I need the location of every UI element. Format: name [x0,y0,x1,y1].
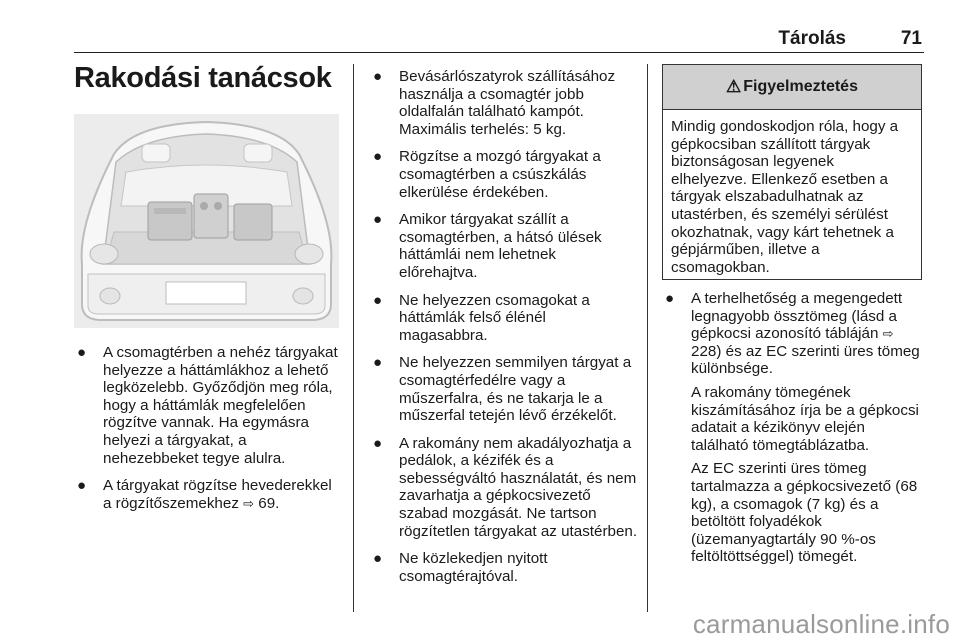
list-item-text: Ne helyezzen csomagokat a háttámlák felső élénél magasabbra. [399,291,590,344]
bullet-dot: ● [373,550,383,568]
list-item-text [691,290,924,378]
column-divider-right [647,64,648,612]
list-item [74,477,342,512]
list-item [370,292,638,345]
list-item [74,344,342,467]
bullet-dot: ● [373,434,383,452]
bullet-dot: ● [373,211,383,229]
bullet-dot: ● [77,344,87,361]
car-trunk-drawing [74,114,339,328]
right-bullet-list [662,290,924,576]
bullet-dot: ● [77,477,87,495]
page-title: Rakodási tanácsok [74,62,332,94]
page-reference: 228 [691,342,717,360]
list-item-text: Ne helyezzen semmilyen tárgyat a csomagtérfedélre vagy a műszerfalra, és ne takarja le a műszerfal tetején lévő érzékelőt. [399,354,632,425]
page-number: 71 [900,28,922,49]
bullet-dot: ● [373,354,383,372]
list-item-text: A tárgyakat rögzítse hevederekkel a rögzítőszemekhez [103,477,332,512]
list-item [662,290,924,566]
column-divider-left [353,64,354,612]
list-item-text: Amikor tárgyakat szállít a csomagtérben, a hátsó ülések háttámlái nem lehetnek előrehajtva. [399,211,602,281]
list-item-text: Ne közlekedjen nyitott csomagtérajtóval. [399,550,548,585]
left-bullet-list [74,344,342,522]
section-title: Tárolás [778,28,846,49]
load-calculation-paragraph: A rakomány tömegének kiszámításához írja be a gépkocsi adatait a kézikönyv elején található tömegtáblázatba. [691,383,919,454]
list-item-text: Bevásárlószatyrok szállításához használja a csomagtér jobb oldalfalán található kampót. Maximális terhelés: 5 kg. [399,68,616,138]
list-item [370,148,638,201]
bullet-dot: ● [373,148,383,166]
watermark: carmanualsonline.info [692,609,950,639]
page-header [74,28,924,53]
page-reference-icon: ⇨ [243,495,255,511]
bullet-dot: ● [373,291,383,309]
load-capacity-text: A terhelhetőség a megengedett legnagyobb össztömeg (lásd a gépkocsi azonosító tábláján [691,290,903,343]
page-reference: 69. [258,494,280,512]
list-item-text: A csomagtérben a nehéz tárgyakat helyezze a háttámlákhoz a lehető legközelebb. Győződjön meg róla, hogy a háttámlák megfelelően rögzítve vannak. Ha egymásra helyezi a tárgyakat, a nehezebbeket tegye alulra. [103,344,338,467]
load-capacity-text-end: ) és az EC szerinti üres tömeg különbsége. [691,342,920,378]
middle-bullet-list [370,68,638,595]
list-item [370,435,638,541]
list-item [370,211,638,281]
list-item [370,550,638,585]
ec-kerb-weight-paragraph: Az EC szerinti üres tömeg tartalmazza a gépkocsivezető (68 kg), a csomagok (7 kg) és a betöltött folyadékok (üzemanyagtartály 90 %-os feltöltöttséggel) tömegét. [691,460,918,566]
warning-body: Mindig gondoskodjon róla, hogy a gépkocsiban szállított tárgyak biztonságosan legyenek elhelyezve. Ellenkező esetben a tárgyak elszabadulhatnak az utastérben, és személyi sérülést okozhatnak, vagy kárt tehetnek a gépjárműben, illetve a csomagokban. [671,118,899,276]
car-trunk-illustration [74,114,339,328]
list-item [370,354,638,424]
list-item-text: Rögzítse a mozgó tárgyakat a csomagtérben a csúszkálás elkerülése érdekében. [399,148,601,201]
warning-header [663,65,921,110]
warning-box [662,64,922,280]
bullet-dot: ● [665,290,675,307]
warning-title: Figyelmeztetés [743,78,858,95]
page-reference-icon: ⇨ [882,326,894,342]
bullet-dot: ● [373,68,383,85]
list-item-text: A rakomány nem akadályozhatja a pedálok, a kézifék és a sebességváltó használatát, és nem zavarhatja a gépkocsivezető szabad mozgását. Ne tartson rögzítetlen tárgyakat az utastérben. [399,434,638,540]
list-item [370,68,638,138]
warning-triangle-icon: ⚠ [726,77,742,96]
